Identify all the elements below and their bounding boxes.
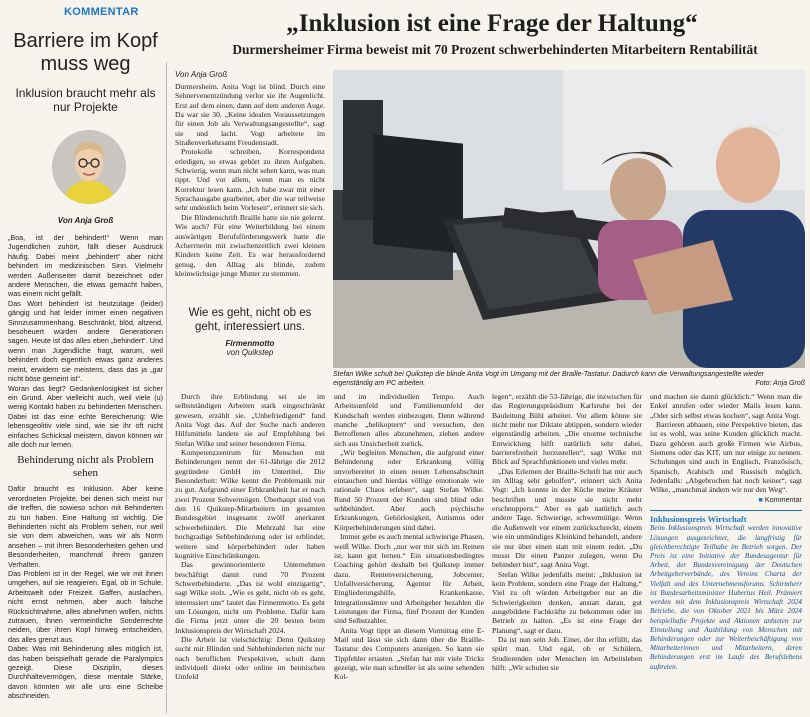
article-paragraph: Protokolle schreiben, Korrespondenz erledigen, so etwas gehört zu ihren Aufgaben. Schwierig, wenn man nicht sehen kann, was man tippt. Und vor allem, wenn man es nicht Korrektur lesen kann. „Ich habe zwar mit einer Sprachausgabe gearbeitet, aber die war teilweise sehr undeutlich beim Vorlesen“, erinnert sie sich. [175, 147, 325, 213]
article-column-1-bottom [175, 392, 325, 682]
pull-quote-text: Wie es geht, nicht ob es geht, interessiert uns. [188, 307, 312, 333]
commentary-reference-label: Kommentar [764, 494, 802, 504]
commentary-paragraph: Das Wort behindert ist heutzutage (leider) gängig und hat leider immer einen negativen Sinnzusammenhang. Beschränkt, blöd, altzend, besoheuert würden andere Generationen sagen. Heute ist das alles eben „behindert“. Und wenn man Jugendliche fragt, warum, weil behindert doch eigentlich etwas ganz anderes meint, erwidern sie meistens, dass das ja „gar nicht böse gemeint ist“. [8, 298, 163, 384]
article-paragraph: und machen sie damit glücklich.“ Wenn man die Enkel anrufen oder wieder Mails lesen kann. „Oder sich selbst etwas kochen“, sagt Anita Vogt. [650, 392, 802, 420]
article-paragraph: „Wir begleiten Menschen, die aufgrund einer Behinderung oder Erkrankung völlig unvorbereitet in einen neuen Lebensabschnitt eintauchen und hierdas völlige emotionale wie rationale Chaos erleben“, sagt Stefan Wilke. Rund 50 Prozent der Kunden sind blind oder sehbehindert. Aber auch psychische Erkrankungen, Gehörlosigkeit, Autismus oder Körperbehinderungen sind dabei. [334, 448, 484, 532]
article-paragraph: „Das Erlernen der Braille-Schrift hat mir auch im Alltag sehr geholfen“, erinnert sich Anita Vogt: „Ich konnte in der Küche meine Kräuter beschriften und musste sie nicht mehr erschnuppern.“ Aber es gab natürlich auch andere Tage. Schwierige, schwermütige. Wenn die Außenwelt vor einem zurückschreckt, einem wie ein unmündiges Kleinkind behandelt, andere sie nur über einen statt mit einem redet. „Du musst Dir einen Panzer zulegen, wenn Du behindert bist“, sagt Anita Vogt. [492, 466, 642, 570]
photo-caption: Stefan Wilke schult bei Quikstep die blinde Anita Vogt im Umgang mit der Braille-Tastatur. Dadurch kann die Verwaltungsangestellte wieder eigenständig am PC arbeiten. [333, 371, 764, 387]
article-paragraph: Durch ihre Erblindung sei sie im selbstständigen Arbeiten stark eingeschränkt gewesen, erzählt sie. „Unbefriedigend“ fand Anita Vogt das. Auf der Suche nach anderen Hilfsmitteln landete sie auf Empfehlung bei Stefan Wilke und seiner besonderen Firma. [175, 392, 325, 448]
article-headline: „Inklusion ist eine Frage der Haltung“ [286, 10, 698, 37]
commentary-subheading: Behinderung nicht als Problem sehen [17, 454, 154, 480]
pull-quote [180, 306, 320, 357]
commentary-paragraph: Dabei: Was mit Behinderung alles möglich ist, das haben beispielhaft gerade die Paralympics gezeigt. Diese Disziplin, dieses Durchhaltevermögen, diese mentale Stärke, davon könnten wir alle uns eine Scheibe abschneiden. [8, 644, 163, 701]
commentary-kicker: KOMMENTAR [64, 6, 139, 18]
info-box-text: Beim Inklusionspreis Wirtschaft werden innovative Lösungen ausgezeichnet, die langfristig für gleichberechtigte Teilhabe im Betrieb sorgen. Der Preis ist eine Initiative der Bundesagentur für Arbeit, der Bundesvereinigung der Deutschen Arbeitgeberverbände, des Vereins Charta der Vielfalt und des Unternehmensforums. Schirmherr ist Bundesarbeitsminister Hubertus Heil. Prämiert werden mit dem Inklusionspreis Wirtschaft 2024 Betriebe, die von Oktober 2021 bis März 2024 beispielhafte Projekte und Aktionen anbieten zur Einstellung und Ausbildung von Menschen mit Behinderungen oder zur Weiterbeschäftigung von Mitarbeiterinnen und Mitarbeitern, deren Behinderungen erst im Laufe des Berufslebens auftreten. [650, 524, 802, 671]
commentary-reference[interactable] [650, 495, 802, 504]
article-paragraph: Anita Vogt tippt an diesem Vormittag eine E-Mail und lässt sie sich dann über die Braille-Tastatur des Computers anzeigen. So kann sie Tippfehler ertasten. „Stefan hat mir viele Tricks gezeigt, wie man schneller ist als seine sehenden Kol- [334, 625, 484, 682]
author-portrait-image [52, 130, 126, 204]
article-photo [333, 70, 805, 368]
article-paragraph: legen“, erzählt die 53-Jährige, die inzwischen für das Regierungspräsidium Karlsruhe bei der Bauleitung Bühl arbeitet. Vor allem könne sie nicht mehr nur Diktate abtippen, sondern wieder eigenständig arbeiten. „Die enorme technische Entwicklung hilft natürlich sehr dabei, barrierefreiheit herzustellen“, sagt Wilke mit Blick auf Sprachfunktionen und vieles mehr. [492, 392, 642, 467]
article-column-4 [650, 392, 802, 672]
pull-quote-source: Firmenmotto [225, 339, 275, 348]
article-paragraph: Barrieren abbauen, eine Perspektive bieten, das ist es wohl, was seine Kunden glücklich macht. Dazu gehören auch große Firmen wie Airbus, Siemens oder das KIT, um nur einige zu nennen. Schulungen sind auch in Englisch, Französisch, Spanisch, Arabisch und Russisch möglich. Jedenfalls: „Abgebrochen hat noch keiner“, sagt Wilke, „manchmal ändern wir nur den Weg“. [650, 420, 802, 495]
article-paragraph: Stefan Wilke jedenfalls meint: „Inklusion ist kein Problem, sondern eine Frage der Haltung.“ Viel zu oft würden Arbeitgeber nur an die Schwierigkeiten denken, anstatt daran, gut ausgebildete Fachkräfte zu bekommen oder im Betrieb zu halten. „Es ist eine Frage der Planung“, sagt er dazu. [492, 569, 642, 635]
article-byline: Von Anja Groß [175, 70, 228, 79]
commentary-paragraph: „Boa, ist der behindert!“ Wenn man Jugendlichen zuhört, fällt dieser Ausdruck häufig. Dabei meint „behindert“ aber nicht behindert im medizinischen Sinn. Vielmehr werden Außenseiter damit bezeichnet oder andere Menschen, die etwas gemacht haben, was einem nicht gefällt. [8, 233, 163, 299]
commentary-title: Barriere im Kopf muss weg [13, 30, 158, 75]
commentary-paragraph: Woran das liegt? Gedankenlosigkeit ist sicher ein Grund. Aber vielleicht auch, weil viele (u) wenig Kontakt haben zu behinderten Menschen. Dabei ist das eine echte Bereicherung: Wie lebensgeolitiv viele sind, wie sie ihr oft nicht einfaches Schicksal meistern, davon können wir alle doch nur lernen. [8, 383, 163, 449]
article-paragraph: Die Blindenschrift Braille hatte sie nie gelernt. Wie auch? Für eine Weiterbildung bei einem auswärtigen Berufsförderungswerk hatte die Acherrnerin mit zwischenzeitlich zwei kleinen Kindern keine Zeit. Es war herausfordernd genug, den Alltag als blinde, zudem kleinwüchsige junge Mutter zu stemmen. [175, 212, 325, 278]
article-paragraph: Kompetenzzentrum für Menschen mit Behinderungen nennt der 61-Jährige die 2012 gegründete GmbH im Untertitel. Die Besonderheit: Wilke kennt die Problematik nur zu gut. Aufgrund einer Erbkrankheit hat er nach zwei Prozent Sehvermögen. Überhaupt sind von den 16 Quikstep-Mitarbeitern im gesamten Bundesgebiet insgesamt zwölf anerkannt schwerbehindert. Die Mehrzahl hat eine hochgradige Sehbehinderung oder ist erblindet, weitere sind körperbehindert oder haben kognitive Einschränkungen. [175, 448, 325, 560]
commentary-body-2 [8, 484, 163, 700]
commentary-subtitle: Inklusion braucht mehr als nur Projekte [15, 86, 156, 114]
article-photo-image [333, 70, 805, 368]
article-paragraph: Die Arbeit ist vielschichtig: Denn Quikstep sucht mit Blinden und Sehbehinderten nicht nur nach beruflichen Perspektiven, schult dann individuell direkt oder online im heimischen Umfeld [175, 634, 325, 682]
commentary-paragraph: Das Problem ist in der Regel, wie wir mit ihnen umgehen, auf sie reagieren. Egal, ob in Schule, Arbeitswelt oder Freizeit. Gaffen, auslachen, nicht ernst nehmen, aber auch falsche Rücksichtnahme, alles abnehmen wollen, nichts zutrauen, ihnen vermeintliche Sonderrechte neiden, über ihren Kopf hinweg entscheiden, das alles grenzt aus. [8, 569, 163, 644]
article-column-1-top [175, 82, 325, 278]
article-paragraph: Immer gebe es auch mental schwierige Phasen, weiß Wilke. Doch „nur wer mit sich im Reinen ist, kann gut lernen.“ Ein situationsbedingtes Coaching gehört deshalb bei Quikstep immer dazu. Rentenversicherung, Jobcenter, Unfallversicherung, Agentur für Arbeit, Eingliederungshilfe, Krankenkasse, Integrationsämter und Arbeitgeber bezahlen die Leistungen der Firma, fünf Prozent der Kunden sind Selbstzahler. [334, 532, 484, 626]
arrow-icon: ■ [758, 494, 763, 504]
commentary-column [8, 4, 163, 717]
commentary-body [8, 233, 163, 449]
info-box-title: Inklusionspreis Wirtschaft [650, 514, 747, 525]
photo-credit: Foto: Anja Groß [755, 380, 805, 387]
column-divider [166, 62, 167, 713]
article-subheadline: Durmersheimer Firma beweist mit 70 Prozent schwerbehinderten Mitarbeitern Rentabilität [232, 42, 758, 57]
article-column-3 [492, 392, 642, 672]
pull-quote-source-detail: von Quikstep [226, 348, 274, 357]
article-paragraph: Das gewinnorientierte Unternehmen beschäftigt damit rund 70 Prozent Schwerbehinderte. „Das ist wohl einzigartig“, sagt Wilke stolz. „Wie es geht, nicht ob es geht, interessiert uns“ lautet das Firmenmotto. Es geht um Lösungen, nicht um Probleme. Dafür kam die Firma jetzt unter die 20 besten beim Inklusionspreis der Wirtschaft 2024. [175, 560, 325, 635]
author-portrait [52, 130, 126, 204]
article-paragraph: Da ist nun sein Job. Einer, der ihn erfüllt, das spürt man. Und egal, ob er Schülern, Studierenden oder Menschen im Arbeitsleben hilft: „Wir schulen sie [492, 634, 642, 672]
commentary-paragraph: Dafür braucht es Inklusion. Aber keine verordneten Projekte, bei denen sich meist nur die treffen, die sowieso schon mit Behinderten zu tun haben. Eine Haltung ist wichtig. Die Behinderten nicht als Problem sehen, nur weil sie von dem abweichen, was wir als Norm ansehen – mit ihren Besonderheiten gehen und Besonderheiten, manchmal ihrem ganzen Verhalten. [8, 484, 163, 569]
article-paragraph: Durmersheim. Anita Vogt ist blind. Durch eine Sehnervenentzündung verlor sie ihr Augenlicht. Erst auf dem einen, dann auf dem anderen Auge. Da war sie 30. „Keine idealen Voraussetzungen für einen Job als Verwaltungsangestellte“, sagt sie und lacht. Vogt arbeitete im Straßenverkehrsamt Freudenstadt. [175, 82, 325, 148]
photo-caption-block [333, 371, 805, 388]
commentary-author: Von Anja Groß [57, 216, 114, 225]
article-column-2 [334, 392, 484, 682]
article-paragraph: und im individuellen Tempo. Auch Arbeitsumfeld und Familienumfeld der Kundschaft werden einbezogen. Denn während manche „helikoptern“ und versuchen, den Betroffenen alles abzunehmen, ziehen andere sich aus Unsicherheit zurück. [334, 392, 484, 448]
info-box-rule [650, 510, 802, 511]
